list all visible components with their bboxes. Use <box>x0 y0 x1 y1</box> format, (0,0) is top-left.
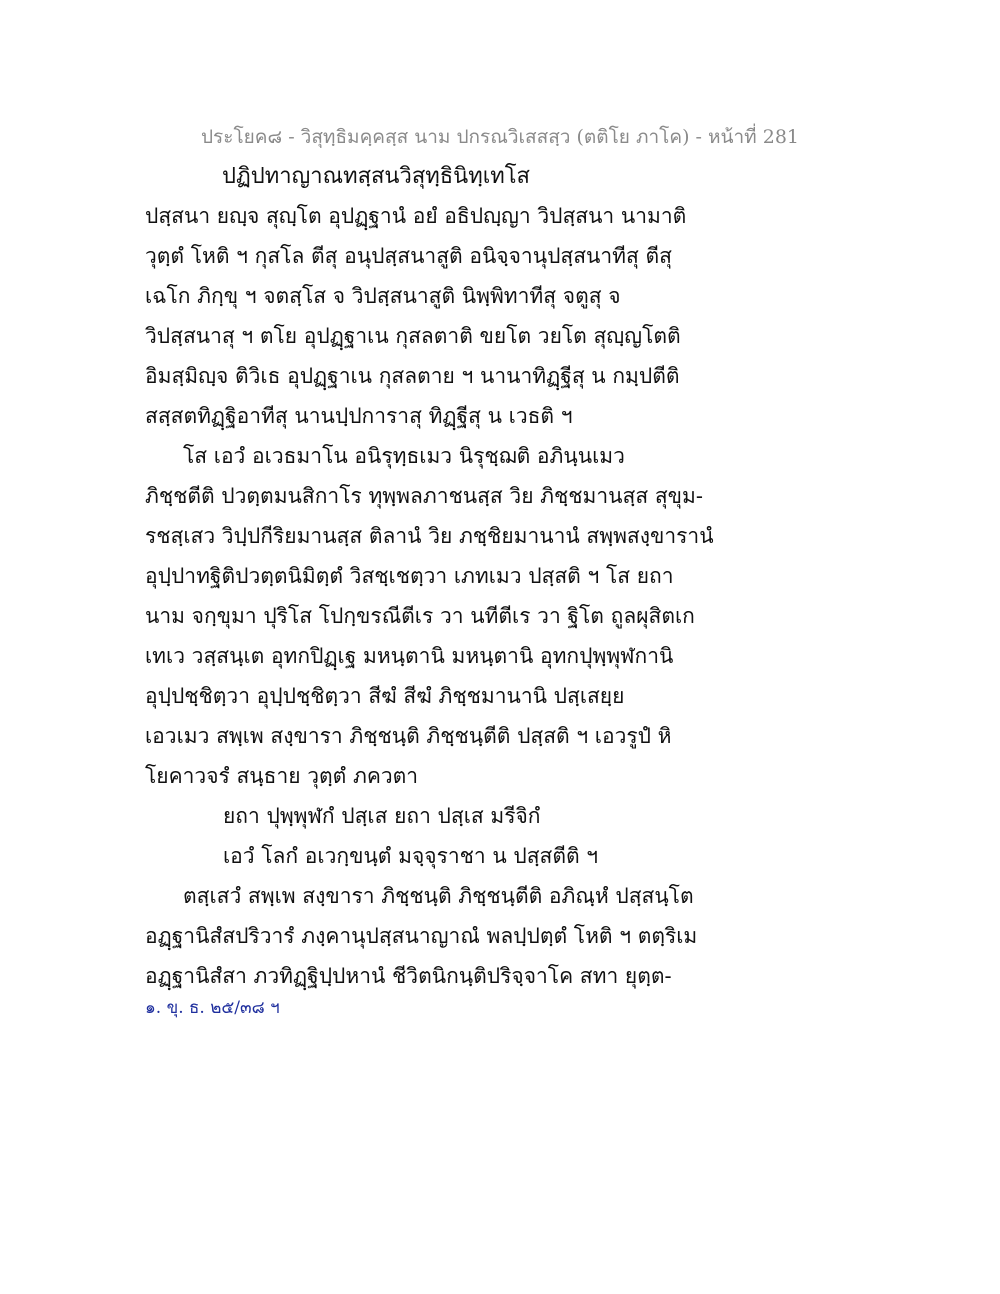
running-header: ประโยค๘ - วิสุทฺธิมคฺคสฺส นาม ปกรณวิเสสสฺว (ตติโย ภาโค) - หน้าที่ 281 <box>200 126 800 148</box>
text-line: วิปสฺสนาสุ ฯ ตโย อุปฏฺฐาเน กุสลตาติ ขยโต วยโต สุญฺญโตติ <box>145 324 681 348</box>
text-line: ภิชฺชตีติ ปวตฺตมนสิกาโร ทุพฺพลภาชนสฺส วิย ภิชฺชมานสฺส สุขุม- <box>145 484 703 508</box>
text-line: โส เอวํ อเวธมาโน อนิรุทฺธเมว นิรุชฺฌติ อภินฺนเมว <box>183 444 625 468</box>
text-line: นาม จกฺขุมา ปุริโส โปกฺขรณีตีเร วา นทีตีเร วา ฐิโต ถูลผุสิตเก <box>145 604 695 628</box>
text-line: อิมสฺมิญฺจ ติวิเธ อุปฏฺฐาเน กุสลตาย ฯ นานาทิฏฺฐีสุ น กมฺปตีติ <box>145 364 680 388</box>
text-line: ตสฺเสวํ สพฺเพ สงฺขารา ภิชฺชนฺติ ภิชฺชนฺตีติ อภิณฺหํ ปสฺสนฺโต <box>183 884 694 908</box>
text-line: อุปฺปชฺชิตฺวา อุปฺปชฺชิตฺวา สีฆํ สีฆํ ภิชฺชมานานิ ปสฺเสยฺย <box>145 684 625 708</box>
text-line: เฉโก ภิกฺขุ ฯ จตสฺโส จ วิปสฺสนาสูติ นิพฺพิทาทีสุ จตูสุ จ <box>145 284 621 308</box>
text-line: เอวเมว สพฺเพ สงฺขารา ภิชฺชนฺติ ภิชฺชนฺตีติ ปสฺสติ ฯ เอวรูปํ หิ <box>145 724 672 748</box>
verse-line: เอวํ โลกํ อเวกฺขนฺตํ มจฺจุราชา น ปสฺสตีติ ฯ <box>223 844 599 868</box>
body-text <box>145 196 714 996</box>
footnote: ๑. ขุ. ธ. ๒๕/๓๘ ฯ <box>145 998 280 1018</box>
text-line: เทเว วสฺสนฺเต อุทกปิฏฺเฐ มหนฺตานิ มหนฺตานิ อุทกปุพฺพุฬกานิ <box>145 644 674 668</box>
text-line: ปสฺสนา ยญฺจ สุญฺโต อุปฏฺฐานํ อยํ อธิปญฺญา วิปสฺสนา นามาติ <box>145 204 687 228</box>
section-title: ปฏิปทาญาณทสฺสนวิสุทฺธินิทฺเทโส <box>222 164 530 189</box>
verse-line: ยถา ปุพฺพุฬกํ ปสฺเส ยถา ปสฺเส มรีจิกํ <box>223 804 541 828</box>
text-line: อุปฺปาทฐิติปวตฺตนิมิตฺตํ วิสชฺเชตฺวา เภทเมว ปสฺสติ ฯ โส ยถา <box>145 564 674 588</box>
text-line: โยคาวจรํ สนฺธาย วุตฺตํ ภควตา <box>145 764 419 788</box>
text-line: รชสฺเสว วิปฺปกีริยมานสฺส ติลานํ วิย ภชฺชิยมานานํ สพฺพสงฺขารานํ <box>145 524 714 548</box>
text-line: สสฺสตทิฏฺฐิอาทีสุ นานปฺปการาสุ ทิฏฺฐีสุ น เวธติ ฯ <box>145 404 573 428</box>
text-line: อฏฺฐานิสํสา ภวทิฏฺฐิปฺปหานํ ชีวิตนิกนฺติปริจฺจาโค สทา ยุตฺต- <box>145 964 672 988</box>
text-line: อฏฺฐานิสํสปริวารํ ภงฺคานุปสฺสนาญาณํ พลปฺปตฺตํ โหติ ฯ ตตฺริเม <box>145 924 698 948</box>
text-line: วุตฺตํ โหติ ฯ กุสโล ตีสุ อนุปสฺสนาสูติ อนิจฺจานุปสฺสนาทีสุ ตีสุ <box>145 244 672 268</box>
